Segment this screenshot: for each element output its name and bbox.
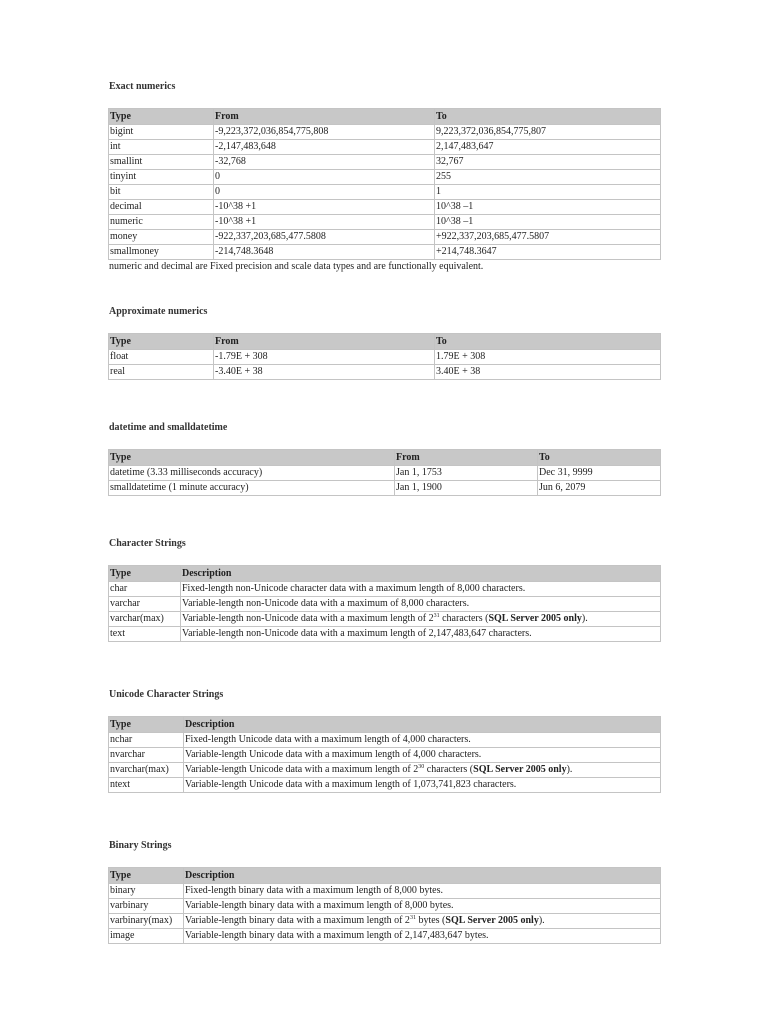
exact-numerics-table [108,108,661,260]
cell-description: Variable-length binary data with a maximum length of $2^{31}$ bytes (SQL Server 2005 only). [184,914,661,929]
cell-to: 2,147,483,647 [435,140,661,155]
header-from: From [214,109,435,125]
cell-from: -10^38 +1 [214,200,435,215]
cell-to: Jun 6, 2079 [538,481,661,496]
cell-description: Variable-length binary data with a maximum length of 2,147,483,647 bytes. [184,929,661,944]
exact-numerics-section [108,81,660,274]
exact-numerics-note: numeric and decimal are Fixed precision and scale data types and are functionally equivalent. [109,261,484,272]
header-type: Type [109,717,184,733]
cell-description: Variable-length Unicode data with a maximum length of $2^{30}$ characters (SQL Server 2005 only). [184,763,661,778]
cell-type: varbinary(max) [109,914,184,929]
cell-from: Jan 1, 1900 [395,481,538,496]
datetime-section [108,422,660,496]
cell-type: tinyint [109,170,214,185]
header-from: From [214,334,435,350]
cell-type: nchar [109,733,184,748]
cell-type: datetime (3.33 milliseconds accuracy) [109,466,395,481]
cell-from: -32,768 [214,155,435,170]
table-row [109,365,661,380]
cell-from: 0 [214,170,435,185]
exact-numerics-title: Exact numerics [109,81,176,92]
character-strings-table [108,565,661,642]
table-header-row [109,868,661,884]
table-row [109,597,661,612]
cell-to: 10^38 –1 [435,215,661,230]
cell-type: float [109,350,214,365]
table-header-row [109,109,661,125]
cell-to: +922,337,203,685,477.5807 [435,230,661,245]
cell-type: smallmoney [109,245,214,260]
table-row [109,582,661,597]
cell-type: bit [109,185,214,200]
cell-description: Variable-length Unicode data with a maximum length of 4,000 characters. [184,748,661,763]
header-description: Description [181,566,661,582]
table-row [109,481,661,496]
cell-from: 0 [214,185,435,200]
cell-to: +214,748.3647 [435,245,661,260]
header-to: To [538,450,661,466]
cell-to: 3.40E + 38 [435,365,661,380]
cell-description: Fixed-length Unicode data with a maximum length of 4,000 characters. [184,733,661,748]
table-row [109,884,661,899]
character-strings-title: Character Strings [109,538,186,549]
cell-type: bigint [109,125,214,140]
unicode-strings-table [108,716,661,793]
table-row [109,733,661,748]
cell-description: Fixed-length non-Unicode character data with a maximum length of 8,000 characters. [181,582,661,597]
header-from: From [395,450,538,466]
cell-type: binary [109,884,184,899]
header-type: Type [109,109,214,125]
cell-type: varbinary [109,899,184,914]
cell-type: money [109,230,214,245]
header-type: Type [109,566,181,582]
cell-to: 1 [435,185,661,200]
table-row [109,899,661,914]
cell-from: -3.40E + 38 [214,365,435,380]
header-description: Description [184,717,661,733]
header-to: To [435,334,661,350]
table-row [109,140,661,155]
table-row [109,185,661,200]
cell-description: Variable-length non-Unicode data with a maximum length of 2,147,483,647 characters. [181,627,661,642]
cell-from: -1.79E + 308 [214,350,435,365]
cell-to: 32,767 [435,155,661,170]
approximate-numerics-section [108,306,660,380]
cell-type: nvarchar [109,748,184,763]
header-type: Type [109,334,214,350]
cell-description: Variable-length non-Unicode data with a maximum of 8,000 characters. [181,597,661,612]
header-description: Description [184,868,661,884]
cell-type: varchar [109,597,181,612]
table-row [109,929,661,944]
table-row [109,778,661,793]
header-type: Type [109,868,184,884]
cell-description: Variable-length non-Unicode data with a maximum length of $2^{31}$ characters (SQL Server 2005 only). [181,612,661,627]
table-row [109,215,661,230]
table-row [109,125,661,140]
table-row [109,627,661,642]
cell-type: text [109,627,181,642]
approximate-numerics-table [108,333,661,380]
cell-from: -214,748.3648 [214,245,435,260]
cell-from: Jan 1, 1753 [395,466,538,481]
table-row [109,170,661,185]
table-row [109,612,661,627]
cell-to: 9,223,372,036,854,775,807 [435,125,661,140]
table-row [109,748,661,763]
cell-to: 255 [435,170,661,185]
cell-type: int [109,140,214,155]
binary-strings-title: Binary Strings [109,840,172,851]
table-row [109,466,661,481]
cell-type: numeric [109,215,214,230]
cell-type: ntext [109,778,184,793]
cell-description: Fixed-length binary data with a maximum length of 8,000 bytes. [184,884,661,899]
table-row [109,914,661,929]
table-row [109,245,661,260]
table-row [109,350,661,365]
table-header-row [109,717,661,733]
table-header-row [109,334,661,350]
cell-from: -922,337,203,685,477.5808 [214,230,435,245]
table-row [109,763,661,778]
table-row [109,200,661,215]
table-header-row [109,566,661,582]
cell-to: Dec 31, 9999 [538,466,661,481]
cell-type: char [109,582,181,597]
table-header-row [109,450,661,466]
cell-from: -10^38 +1 [214,215,435,230]
cell-type: varchar(max) [109,612,181,627]
cell-description: Variable-length binary data with a maximum length of 8,000 bytes. [184,899,661,914]
binary-strings-table [108,867,661,944]
cell-to: 1.79E + 308 [435,350,661,365]
header-type: Type [109,450,395,466]
unicode-strings-title: Unicode Character Strings [109,689,224,700]
character-strings-section [108,538,660,642]
cell-to: 10^38 –1 [435,200,661,215]
cell-from: -9,223,372,036,854,775,808 [214,125,435,140]
header-to: To [435,109,661,125]
cell-type: smallint [109,155,214,170]
cell-from: -2,147,483,648 [214,140,435,155]
datetime-table [108,449,661,496]
datetime-title: datetime and smalldatetime [109,422,228,433]
cell-type: nvarchar(max) [109,763,184,778]
cell-type: image [109,929,184,944]
approximate-numerics-title: Approximate numerics [109,306,208,317]
table-row [109,155,661,170]
table-row [109,230,661,245]
cell-type: real [109,365,214,380]
cell-description: Variable-length Unicode data with a maximum length of 1,073,741,823 characters. [184,778,661,793]
binary-strings-section [108,840,660,944]
unicode-strings-section [108,689,660,793]
cell-type: decimal [109,200,214,215]
cell-type: smalldatetime (1 minute accuracy) [109,481,395,496]
